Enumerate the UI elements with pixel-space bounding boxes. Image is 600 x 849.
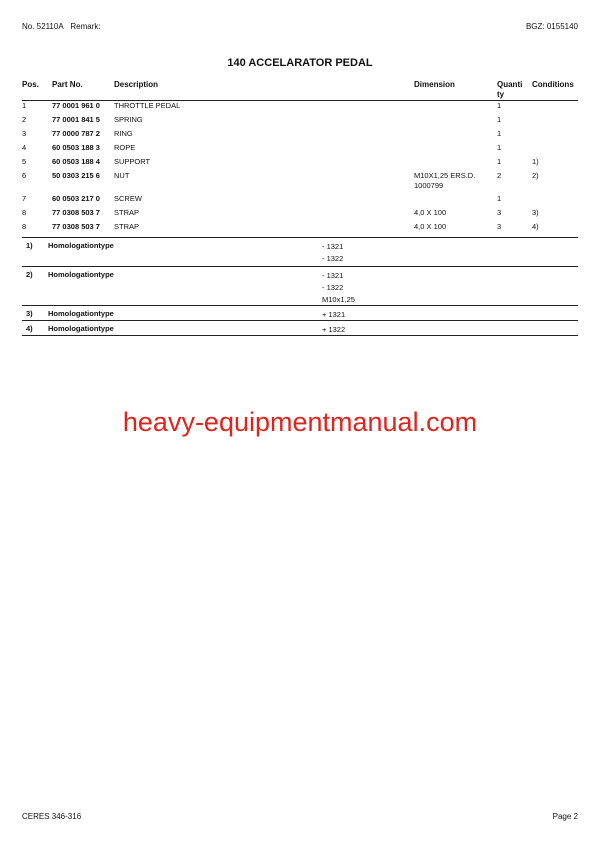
footer-page-number: Page 2	[552, 812, 578, 821]
row-quantity: 2	[497, 171, 502, 180]
row-quantity: 3	[497, 208, 502, 217]
remark-label: Remark:	[70, 22, 101, 31]
bgz-number: BGZ: 0155140	[525, 22, 578, 31]
row-part-number: 77 0308 503 7	[52, 208, 100, 217]
table-row	[22, 171, 578, 194]
parts-table	[22, 80, 578, 236]
header-conditions: Conditions	[532, 80, 574, 89]
note-number: 2)	[26, 270, 33, 279]
note-value: + 1322	[322, 325, 346, 334]
note-values	[322, 309, 345, 321]
note-label: Homologationtype	[48, 270, 114, 279]
table-row	[22, 115, 578, 129]
row-condition: 2)	[532, 171, 539, 180]
row-condition: 4)	[532, 222, 539, 231]
row-part-number: 50 0303 215 6	[52, 171, 100, 180]
row-description: NUT	[114, 171, 130, 180]
row-part-number: 77 0000 787 2	[52, 129, 100, 138]
document-header-left	[22, 22, 101, 31]
row-description: SPRING	[114, 115, 143, 124]
note-value: - 1321	[322, 242, 344, 251]
row-description: THROTTLE PEDAL	[114, 101, 181, 110]
note-values	[322, 241, 343, 265]
note-value: - 1321	[322, 271, 344, 280]
note-label: Homologationtype	[48, 241, 114, 250]
note-values	[322, 324, 345, 336]
note-number: 3)	[26, 309, 33, 318]
row-part-number: 60 0503 188 3	[52, 143, 100, 152]
header-dimension: Dimension	[414, 80, 455, 89]
row-part-number: 60 0503 188 4	[52, 157, 100, 166]
header-part-no: Part No.	[52, 80, 83, 89]
condition-note-row	[22, 267, 578, 306]
row-pos: 7	[22, 194, 27, 203]
table-row	[22, 222, 578, 236]
notes-table	[22, 237, 578, 336]
row-pos: 8	[22, 208, 27, 217]
row-quantity: 1	[497, 143, 502, 152]
row-pos: 2	[22, 115, 27, 124]
row-part-number: 60 0503 217 0	[52, 194, 100, 203]
table-row	[22, 208, 578, 222]
note-number: 4)	[26, 324, 33, 333]
row-description: STRAP	[114, 222, 140, 231]
header-description: Description	[114, 80, 159, 89]
document-number: No. 52110A	[22, 22, 64, 31]
note-values	[322, 270, 355, 306]
row-part-number: 77 0308 503 7	[52, 222, 100, 231]
condition-note-row	[22, 306, 578, 321]
header-pos: Pos.	[22, 80, 39, 89]
note-label: Homologationtype	[48, 309, 114, 318]
row-pos: 3	[22, 129, 27, 138]
row-dimension: 4,0 X 100	[414, 222, 447, 231]
table-row	[22, 101, 578, 115]
row-condition: 3)	[532, 208, 539, 217]
header-quantity: Quanti ty	[497, 80, 523, 99]
page-title: 140 ACCELARATOR PEDAL	[227, 57, 373, 69]
row-description: SCREW	[114, 194, 142, 203]
note-label: Homologationtype	[48, 324, 114, 333]
watermark-text: heavy-equipmentmanual.com	[122, 407, 478, 437]
row-quantity: 1	[497, 115, 502, 124]
row-description: ROPE	[114, 143, 136, 152]
row-quantity: 1	[497, 194, 502, 203]
row-pos: 5	[22, 157, 27, 166]
row-dimension: M10X1,25 ERS.D. 1000799	[414, 171, 476, 190]
row-dimension: 4,0 X 100	[414, 208, 447, 217]
note-value: - 1322	[322, 254, 344, 263]
table-row	[22, 129, 578, 143]
row-pos: 6	[22, 171, 27, 180]
note-number: 1)	[26, 241, 33, 250]
row-quantity: 1	[497, 129, 502, 138]
row-pos: 4	[22, 143, 27, 152]
table-row	[22, 157, 578, 171]
row-pos: 1	[22, 101, 27, 110]
note-value: - 1322	[322, 283, 344, 292]
note-value: + 1321	[322, 310, 346, 319]
condition-note-row	[22, 237, 578, 267]
row-pos: 8	[22, 222, 27, 231]
row-quantity: 1	[497, 101, 502, 110]
parts-table-header	[22, 80, 578, 101]
row-quantity: 3	[497, 222, 502, 231]
row-part-number: 77 0001 961 0	[52, 101, 100, 110]
footer-model: CERES 346-316	[22, 812, 82, 821]
row-condition: 1)	[532, 157, 539, 166]
row-description: RING	[114, 129, 133, 138]
table-row	[22, 143, 578, 157]
row-description: STRAP	[114, 208, 140, 217]
row-description: SUPPORT	[114, 157, 151, 166]
table-row	[22, 194, 578, 208]
parts-table-body	[22, 101, 578, 236]
note-value: M10x1,25	[322, 295, 355, 304]
row-quantity: 1	[497, 157, 502, 166]
condition-note-row	[22, 321, 578, 336]
row-part-number: 77 0001 841 5	[52, 115, 100, 124]
